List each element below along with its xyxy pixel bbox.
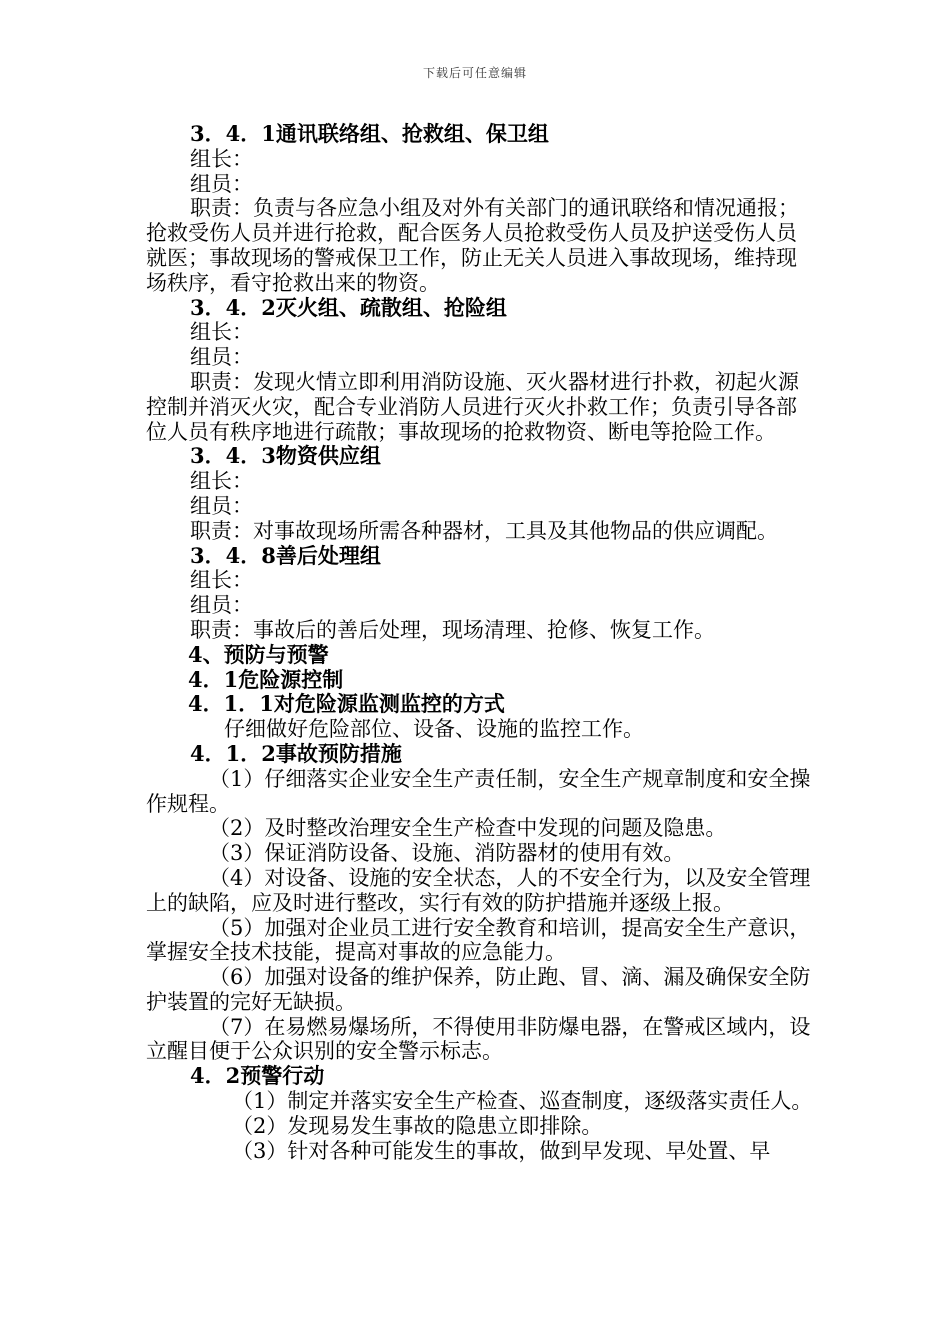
- section-3-4-3-members: 组员：: [190, 493, 253, 518]
- list-item: （6）加强对设备的维护保养，防止跑、冒、滴、漏及确保安全防护装置的完好无缺损。: [146, 965, 811, 1014]
- list-item: （3）保证消防设备、设施、消防器材的使用有效。: [209, 841, 685, 866]
- page-header: 下载后可任意编辑: [422, 66, 527, 80]
- section-3-4-2-title: 3．4．2灭火组、疏散组、抢险组: [190, 294, 507, 320]
- list-item: （2）及时整改治理安全生产检查中发现的问题及隐患。: [209, 816, 727, 841]
- section-3-4-2-leader: 组长：: [190, 320, 253, 345]
- section-4-1-title: 4．1危险源控制: [188, 666, 344, 692]
- list-item: （5）加强对企业员工进行安全教育和培训，提高安全生产意识，掌握安全技术技能，提高对事故的应急能力。: [146, 915, 811, 965]
- section-4-1-1-title: 4．1．1对危险源监测监控的方式: [188, 691, 505, 717]
- list-item: （1）仔细落实企业安全生产责任制，安全生产规章制度和安全操作规程。: [146, 766, 811, 816]
- list-item: （4）对设备、设施的安全状态，人的不安全行为，以及安全管理上的缺陷，应及时进行整改，实行有效的防护措施并逐级上报。: [146, 865, 811, 915]
- section-3-4-8-duty: 职责：事故后的善后处理，现场清理、抢修、恢复工作。: [190, 617, 715, 642]
- section-4-1-2-title: 4．1．2事故预防措施: [190, 740, 402, 766]
- section-4-2-title: 4．2预警行动: [190, 1063, 325, 1089]
- section-3-4-3-leader: 组长：: [190, 469, 253, 494]
- list-item: （2）发现易发生事故的隐患立即排除。: [232, 1113, 603, 1138]
- section-3-4-1-duty: 职责：负责与各应急小组及对外有关部门的通讯联络和情况通报；抢救受伤人员并进行抢救，配合医务人员抢救受伤人员及护送受伤人员就医；事故现场的警戒保卫工作，防止无关人员进入事故现场，维持现场秩序，看守抢救出来的物资。: [146, 196, 799, 295]
- section-3-4-2-duty: 职责：发现火情立即利用消防设施、灭火器材进行扑救，初起火源控制并消灭火灾，配合专业消防人员进行灭火扑救工作；负责引导各部位人员有秩序地进行疏散；事故现场的抢救物资、断电等抢险工作。: [146, 369, 799, 444]
- list-item: （7）在易燃易爆场所，不得使用非防爆电器，在警戒区域内，设立醒目便于公众识别的安全警示标志。: [146, 1014, 811, 1064]
- list-item: （1）制定并落实安全生产检查、巡查制度，逐级落实责任人。: [232, 1089, 813, 1114]
- section-3-4-3-duty: 职责：对事故现场所需各种器材，工具及其他物品的供应调配。: [190, 518, 778, 543]
- section-3-4-1-leader: 组长：: [190, 146, 253, 171]
- section-3-4-8-title: 3．4．8善后处理组: [190, 542, 381, 568]
- section-3-4-2-members: 组员：: [190, 345, 253, 370]
- section-3-4-8-members: 组员：: [190, 593, 253, 618]
- document-body: [146, 122, 814, 1163]
- section-3-4-3-title: 3．4．3物资供应组: [190, 443, 381, 469]
- section-3-4-1-members: 组员：: [190, 171, 253, 196]
- section-4-title: 4、预防与预警: [188, 641, 329, 667]
- section-4-1-1-text: 仔细做好危险部位、设备、设施的监控工作。: [224, 717, 644, 742]
- section-3-4-8-leader: 组长：: [190, 568, 253, 593]
- list-item: （3）针对各种可能发生的事故，做到早发现、早处置、早: [232, 1138, 771, 1163]
- section-3-4-1-title: 3．4．1通讯联络组、抢救组、保卫组: [190, 121, 549, 146]
